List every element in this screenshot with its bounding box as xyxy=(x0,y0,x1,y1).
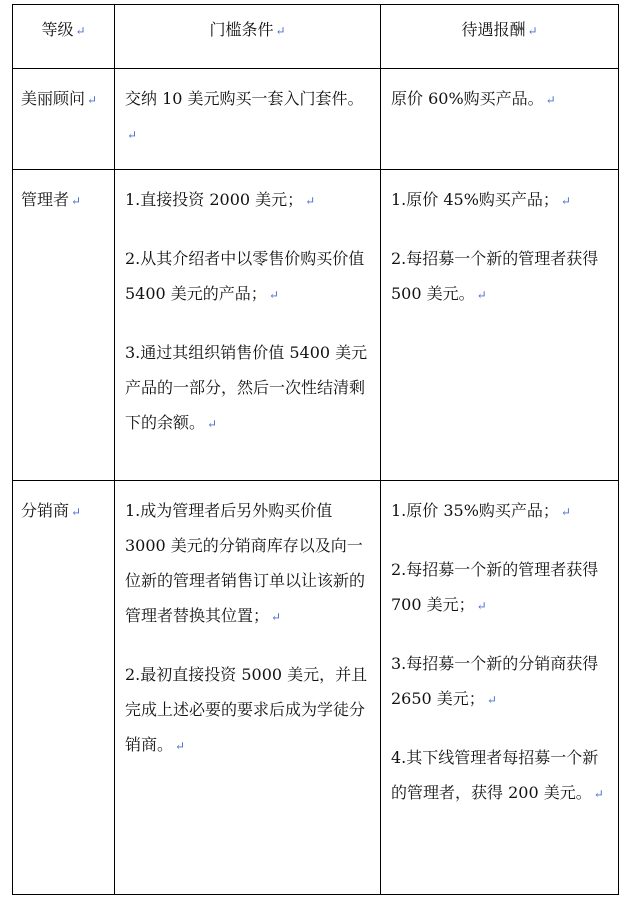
level-cell xyxy=(13,69,115,170)
paragraph-mark-icon: ↵ xyxy=(71,194,82,208)
condition-paragraph: 1.成为管理者后另外购买价值 3000 美元的分销商库存以及向一位新的管理者销售订单以让该新的管理者替换其位置； ↵ xyxy=(125,501,366,625)
conditions-cell xyxy=(115,69,381,170)
paragraph-mark-icon: ↵ xyxy=(207,417,218,431)
rewards-cell xyxy=(381,481,619,895)
paragraph-mark-icon: ↵ xyxy=(305,194,316,208)
paragraph-mark-icon: ↵ xyxy=(175,739,186,753)
condition-paragraph: 2.从其介绍者中以零售价购买价值 5400 美元的产品； ↵ xyxy=(125,249,365,303)
table-row xyxy=(13,481,619,895)
header-cell-conditions xyxy=(115,5,381,69)
paragraph-mark-icon: ↵ xyxy=(593,787,604,801)
level-cell xyxy=(13,481,115,895)
reward-paragraph: 2.每招募一个新的管理者获得 700 美元； ↵ xyxy=(391,560,599,614)
reward-paragraph: 原价 60%购买产品。 ↵ xyxy=(391,89,556,108)
condition-paragraph: 交纳 10 美元购买一套入门套件。↵ xyxy=(125,89,364,142)
paragraph-mark-icon: ↵ xyxy=(560,505,571,519)
paragraph-mark-icon: ↵ xyxy=(71,505,82,519)
rewards-cell xyxy=(381,170,619,481)
level-name: 美丽顾问 xyxy=(21,89,86,108)
reward-paragraph: 2.每招募一个新的管理者获得 500 美元。 ↵ xyxy=(391,249,599,303)
header-cell-rewards xyxy=(381,5,619,69)
paragraph-mark-icon: ↵ xyxy=(527,24,538,38)
paragraph-mark-icon: ↵ xyxy=(545,93,556,107)
reward-paragraph: 1.原价 45%购买产品； ↵ xyxy=(391,190,571,209)
header-conditions: 门槛条件 xyxy=(209,20,274,39)
paragraph-mark-icon: ↵ xyxy=(271,610,282,624)
table-row xyxy=(13,69,619,170)
reward-paragraph: 3.每招募一个新的分销商获得 2650 美元； ↵ xyxy=(391,654,599,708)
table-row xyxy=(13,170,619,481)
conditions-cell xyxy=(115,170,381,481)
paragraph-mark-icon: ↵ xyxy=(476,599,487,613)
header-row xyxy=(13,5,619,69)
condition-paragraph: 1.直接投资 2000 美元； ↵ xyxy=(125,190,316,209)
membership-table xyxy=(12,4,619,895)
conditions-cell xyxy=(115,481,381,895)
header-level: 等级 xyxy=(41,20,74,39)
paragraph-mark-icon: ↵ xyxy=(476,288,487,302)
reward-paragraph: 1.原价 35%购买产品； ↵ xyxy=(391,501,571,520)
paragraph-mark-icon: ↵ xyxy=(127,128,138,142)
header-cell-level xyxy=(13,5,115,69)
level-name: 管理者 xyxy=(21,190,70,209)
level-name: 分销商 xyxy=(21,501,70,520)
paragraph-mark-icon: ↵ xyxy=(87,93,98,107)
header-rewards: 待遇报酬 xyxy=(461,20,526,39)
condition-paragraph: 2.最初直接投资 5000 美元，并且完成上述必要的要求后成为学徒分销商。 ↵ xyxy=(125,665,368,754)
paragraph-mark-icon: ↵ xyxy=(486,693,497,707)
level-cell xyxy=(13,170,115,481)
paragraph-mark-icon: ↵ xyxy=(75,24,86,38)
reward-paragraph: 4.其下线管理者每招募一个新的管理者，获得 200 美元。 ↵ xyxy=(391,748,604,802)
condition-paragraph: 3.通过其组织销售价值 5400 美元产品的一部分，然后一次性结清剩下的余额。 ↵ xyxy=(125,343,368,432)
paragraph-mark-icon: ↵ xyxy=(268,288,279,302)
paragraph-mark-icon: ↵ xyxy=(275,24,286,38)
rewards-cell xyxy=(381,69,619,170)
paragraph-mark-icon: ↵ xyxy=(560,194,571,208)
